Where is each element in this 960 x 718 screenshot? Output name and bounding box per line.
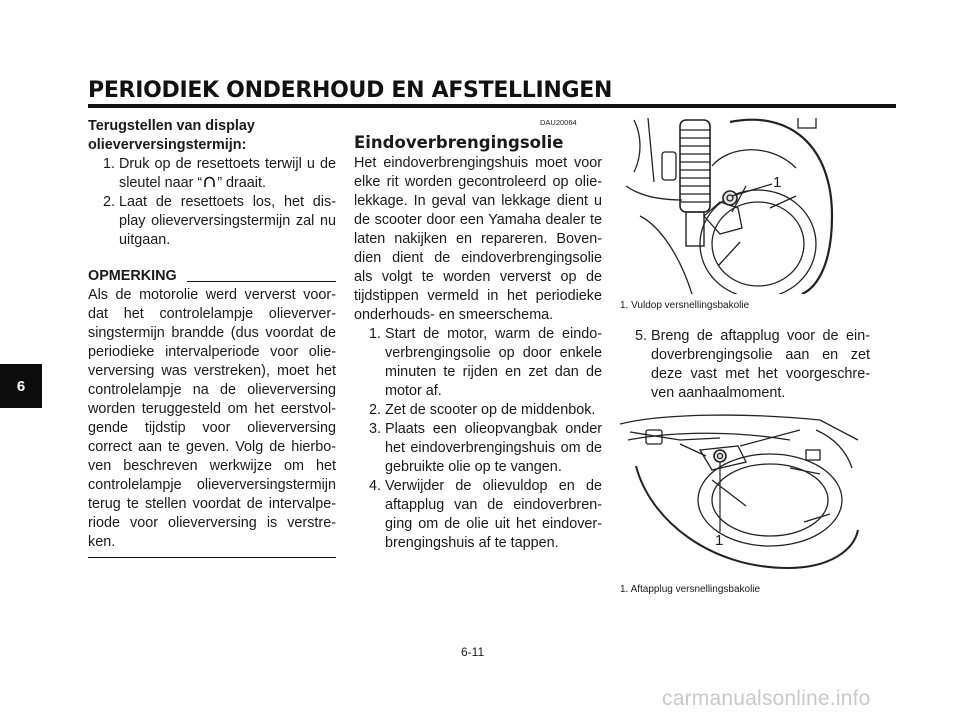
oil-change-steps (354, 325, 602, 553)
oil-step (354, 420, 602, 477)
oil-step-number: 3. (368, 421, 381, 437)
oil-step-text: Start de motor, warm de eindo-verbrengingsolie op door enkele minuten te rijden en zet dan de motor af. (385, 326, 602, 399)
middle-column (354, 117, 602, 553)
figure1-callout-label: 1 (773, 174, 782, 191)
oil-filler-cap-figure (620, 116, 850, 299)
note-label: OPMERKING (88, 268, 177, 284)
chapter-tab: 6 (0, 364, 42, 408)
reset-step-text-part1: Druk op de resettoets terwijl u de sleutel naar “ (119, 156, 336, 191)
note-heading-rule (187, 281, 336, 282)
oil-step-text: Plaats een olieopvangbak onder het eindoverbrengingshuis om de gebruikte olie op te vangen. (385, 421, 602, 475)
reset-step-number: 2. (102, 194, 115, 210)
drain-bolt-figure (620, 410, 860, 585)
note-end-rule (88, 557, 336, 558)
section-intro: Het eindoverbrengingshuis moet voor elke rit worden gecontroleerd op olie-lekkage. In geval van lekkage dient u de scooter door een Yamaha dealer te laten nakijken en repareren. Boven-dien dient de eindoverbrengingsolie als volgt te worden ververst op de tijdstippen vermeld in het periodieke onderhouds- en smeerschema. (354, 155, 602, 323)
oil-step-text: Breng de aftapplug voor de ein-doverbrengingsolie aan en zet deze vast met het voorgeschre-ven aanhaalmoment. (651, 328, 870, 401)
note-text: Als de motorolie werd ververst voor-dat het controlelampje olieverver-singstermijn brandde (dus voordat de periodieke intervalperiode voor olie-verversing was verstreken), moet het controlelampje na de olieverversing worden teruggesteld om het eerstvol-gende tijdstip voor olieverversing correct aan te geven. Volg de hierbo-ven beschreven werkwijze om het controlelampje olieverversingstermijn terug te stellen voordat de intervalpe-riode voor olieverversing is verstre-ken. (88, 287, 336, 550)
oil-step-text: Zet de scooter op de middenbok. (385, 402, 596, 418)
ignition-position-icon (202, 175, 217, 187)
page-header-title: PERIODIEK ONDERHOUD EN AFSTELLINGEN (88, 78, 613, 103)
header-rule (88, 104, 896, 108)
note-heading (88, 267, 336, 286)
left-column (88, 117, 336, 558)
reset-step-text (119, 155, 336, 193)
document-code: DAU20064 (540, 118, 577, 127)
oil-step-number: 1. (368, 326, 381, 342)
reset-step-1 (88, 155, 336, 193)
oil-step-number: 2. (368, 402, 381, 418)
reset-heading-line2: olieverversingstermijn: (88, 137, 247, 153)
oil-step-number: 5. (634, 328, 647, 344)
reset-steps (88, 155, 336, 250)
oil-step (354, 401, 602, 420)
reset-step-text-part2: ” draait. (217, 175, 266, 191)
figure2-caption: 1. Aftapplug versnellingsbakolie (620, 584, 761, 595)
reset-heading-line1: Terugstellen van display (88, 118, 255, 134)
reset-step-number: 1. (102, 156, 115, 172)
right-column (620, 327, 870, 403)
watermark: carmanualsonline.info (662, 687, 871, 710)
oil-step-text: Verwijder de olievuldop en de aftapplug van de eindoverbren-ging om de olie uit het eindover-brengingshuis af te tappen. (385, 478, 602, 551)
figure1-caption: 1. Vuldop versnellingsbakolie (620, 300, 750, 311)
oil-step-number: 4. (368, 478, 381, 494)
reset-step-2 (88, 193, 336, 250)
section-title: Eindoverbrengingsolie (354, 133, 564, 152)
page-number: 6-11 (461, 645, 485, 659)
oil-step (354, 325, 602, 401)
figure2-callout-label: 1 (715, 532, 724, 549)
reset-step-text: Laat de resettoets los, het dis-play olieverversingstermijn zal nu uitgaan. (119, 194, 336, 248)
oil-step (620, 327, 870, 403)
oil-change-steps-continued (620, 327, 870, 403)
oil-step (354, 477, 602, 553)
